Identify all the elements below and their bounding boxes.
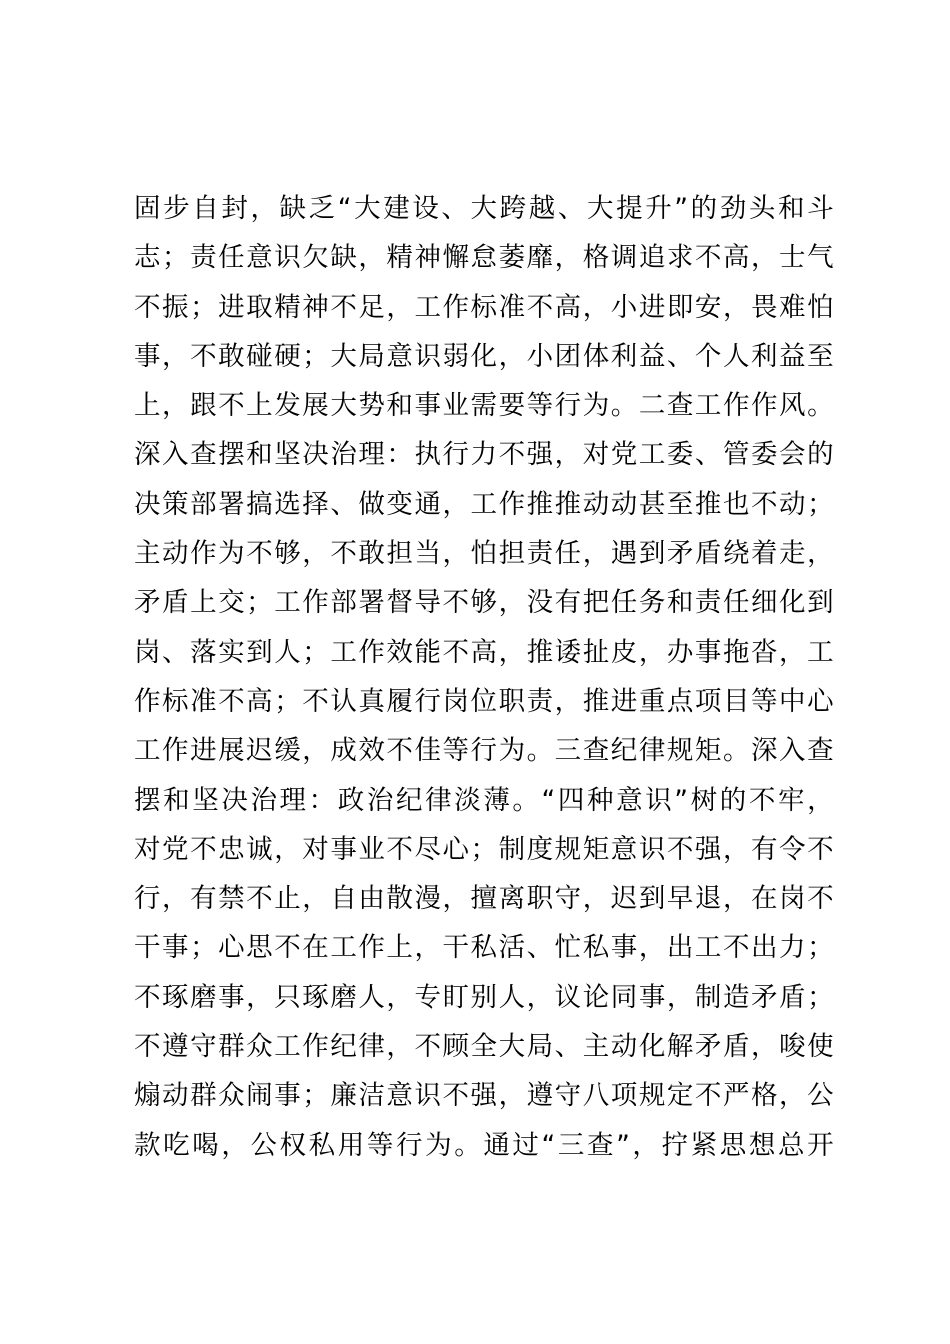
text-line: 上，跟不上发展大势和事业需要等行为。二查工作作风。 [134,390,834,422]
text-line: 摆和坚决治理：政治纪律淡薄。“四种意识”树的不牢， [134,784,834,816]
text-line: 作标准不高；不认真履行岗位职责，推进重点项目等中心 [134,685,834,717]
text-line: 志；责任意识欠缺，精神懈怠萎靡，格调追求不高，士气 [134,242,834,274]
text-line: 固步自封，缺乏“大建设、大跨越、大提升”的劲头和斗 [134,193,834,224]
text-line: 工作进展迟缓，成效不佳等行为。三查纪律规矩。深入查 [134,735,834,767]
body-text [134,184,834,1170]
text-line: 主动作为不够，不敢担当，怕担责任，遇到矛盾绕着走， [134,538,834,570]
text-line: 行，有禁不止，自由散漫，擅离职守，迟到早退，在岗不 [134,883,834,915]
text-line: 矛盾上交；工作部署督导不够，没有把任务和责任细化到 [134,587,834,619]
text-line: 干事；心思不在工作上，干私活、忙私事，出工不出力； [134,932,834,964]
text-line: 事，不敢碰硬；大局意识弱化，小团体利益、个人利益至 [134,340,834,372]
text-line: 不遵守群众工作纪律，不顾全大局、主动化解矛盾，唆使 [134,1031,834,1063]
text-line: 煽动群众闹事；廉洁意识不强，遵守八项规定不严格，公 [134,1080,834,1112]
text-line: 不琢磨事，只琢磨人，专盯别人，议论同事，制造矛盾； [134,981,834,1013]
text-line: 岗、落实到人；工作效能不高，推诿扯皮，办事拖沓，工 [134,636,834,668]
text-line: 对党不忠诚，对事业不尽心；制度规矩意识不强，有令不 [134,833,834,865]
text-line: 款吃喝，公权私用等行为。通过“三查”，拧紧思想总开 [134,1129,834,1161]
text-line: 深入查摆和坚决治理：执行力不强，对党工委、管委会的 [134,439,834,471]
text-line: 决策部署搞选择、做变通，工作推推动动甚至推也不动； [134,488,834,520]
text-line: 不振；进取精神不足，工作标准不高，小进即安，畏难怕 [134,291,834,323]
